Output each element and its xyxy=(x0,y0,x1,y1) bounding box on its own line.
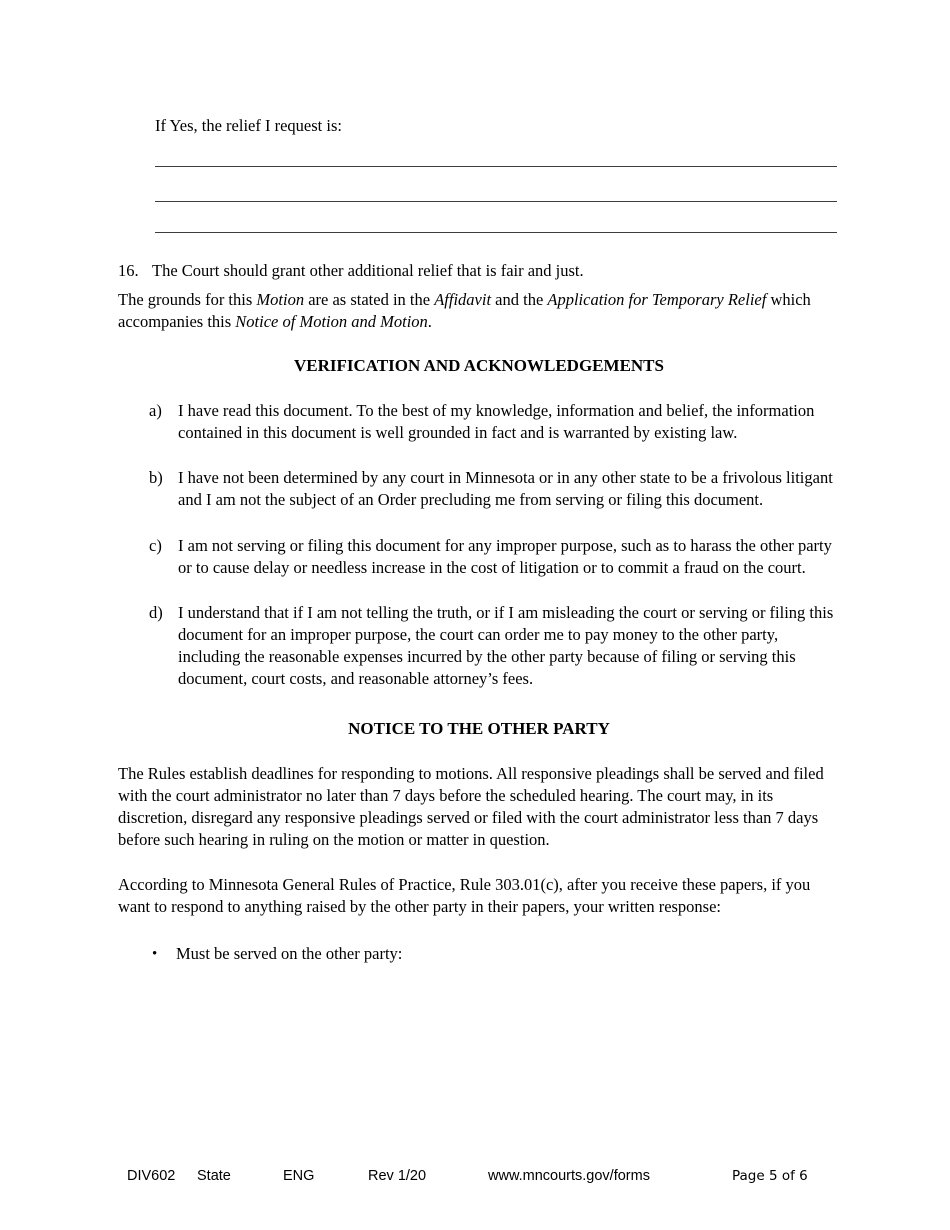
page-footer xyxy=(0,1167,950,1187)
footer-page-indicator: Page 5 of 6 xyxy=(732,1168,808,1184)
blank-write-line-3[interactable] xyxy=(155,202,837,233)
verification-item-a xyxy=(149,400,840,444)
verification-item-b-text: I have not been determined by any court in Minnesota or in any other state to be a frivolous litigant and I am not the subject of an Order precluding me from serving or filing this document. xyxy=(178,468,833,509)
footer-state: State xyxy=(197,1168,231,1184)
item-16-number: 16. xyxy=(118,261,139,280)
verification-heading: VERIFICATION AND ACKNOWLEDGEMENTS xyxy=(294,356,664,375)
verification-item-a-text: I have read this document. To the best of my knowledge, information and belief, the information contained in this document is well grounded in fact and is warranted by existing law. xyxy=(178,401,815,442)
blank-write-line-2[interactable] xyxy=(155,167,837,202)
bullet-item-text: Must be served on the other party: xyxy=(176,944,403,963)
bullet-item-served xyxy=(152,943,840,965)
notice-paragraph-rule303: According to Minnesota General Rules of Practice, Rule 303.01(c), after you receive these papers, if you want to respond to anything raised by the other party in their papers, your written response: xyxy=(118,875,811,916)
numbered-item-16 xyxy=(118,260,840,282)
notice-heading: NOTICE TO THE OTHER PARTY xyxy=(348,719,610,738)
verification-item-c xyxy=(149,535,840,579)
verification-item-c-text: I am not serving or filing this document for any improper purpose, such as to harass the other party or to cause delay or needless increase in the cost of litigation or to commit a fraud on the court. xyxy=(178,536,832,577)
document-body xyxy=(118,115,840,965)
notice-paragraph-deadlines: The Rules establish deadlines for responding to motions. All responsive pleadings shall be served and filed with the court administrator no later than 7 days before the scheduled hearing. The court may, in its discretion, disregard any responsive pleadings served or filed with the court administrator less than 7 days before such hearing in ruling on the motion or matter in question. xyxy=(118,764,824,849)
relief-prompt: If Yes, the relief I request is: xyxy=(155,116,342,135)
verification-item-d-text: I understand that if I am not telling the truth, or if I am misleading the court or serving or filing this document for an improper purpose, the court can order me to pay money to the other party, including the reasonable expenses incurred by the other party because of filing or serving this document, court costs, and reasonable attorney’s fees. xyxy=(178,603,834,688)
footer-form-id: DIV602 xyxy=(127,1168,176,1184)
footer-language: ENG xyxy=(283,1168,315,1184)
verification-item-b-label: b) xyxy=(149,468,163,487)
verification-item-c-label: c) xyxy=(149,536,162,555)
footer-website: www.mncourts.gov/forms xyxy=(488,1168,650,1184)
blank-write-line-1[interactable] xyxy=(155,137,837,167)
verification-item-d-label: d) xyxy=(149,603,163,622)
verification-item-b xyxy=(149,467,840,511)
verification-item-d xyxy=(149,602,840,690)
bullet-marker-icon: • xyxy=(152,946,158,962)
footer-revision: Rev 1/20 xyxy=(368,1168,427,1184)
verification-item-a-label: a) xyxy=(149,401,162,420)
grounds-paragraph: The grounds for this Motion are as stated in the Affidavit and the Application for Temporary Relief which accompanies this Notice of Motion and Motion. xyxy=(118,290,811,331)
item-16-text: The Court should grant other additional relief that is fair and just. xyxy=(152,261,584,280)
